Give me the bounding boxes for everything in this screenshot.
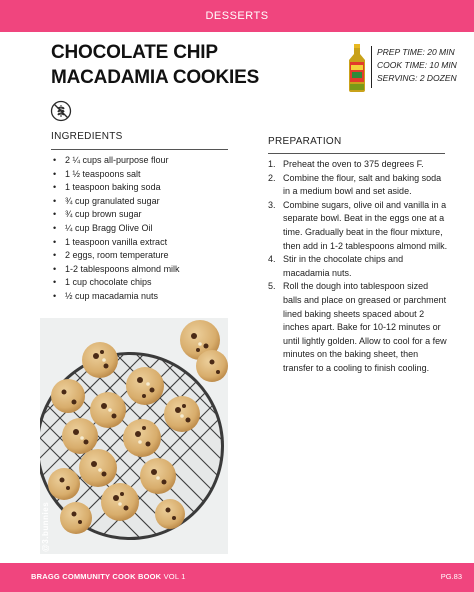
olive-oil-bottle-icon bbox=[346, 44, 368, 92]
ingredients-divider bbox=[51, 149, 228, 150]
ingredient-item: • ¼ cup Bragg Olive Oil bbox=[53, 222, 153, 233]
ingredient-item: • ¾ cup brown sugar bbox=[53, 209, 142, 220]
cook-time: COOK TIME: 10 MIN bbox=[377, 60, 457, 70]
preparation-steps bbox=[268, 158, 448, 376]
ingredient-item: • ½ cup macadamia nuts bbox=[53, 290, 159, 301]
serving: SERVING: 2 DOZEN bbox=[377, 73, 457, 83]
gluten-free-icon bbox=[50, 100, 72, 122]
category-banner bbox=[0, 0, 474, 32]
preparation-divider bbox=[268, 153, 445, 154]
ingredient-item: • ¾ cup granulated sugar bbox=[53, 195, 160, 206]
preparation-step: 1. Preheat the oven to 375 degrees F. bbox=[268, 159, 424, 169]
preparation-step: 4. Stir in the chocolate chips and macadamia nuts. bbox=[268, 254, 404, 278]
preparation-step: 5. Roll the dough into tablespoon sized balls and place on greased or parchment lined baking sheets spaced about 2 inches apart. Bake for 10-12 minutes or until lightly golden. Allow to cool for a few minutes on the baking sheet, then transfer to a cooling to finish cooling. bbox=[268, 281, 447, 373]
book-volume: VOL 1 bbox=[163, 572, 186, 581]
ingredient-item: • 2 ¼ cups all-purpose flour bbox=[53, 155, 169, 165]
recipe-title-line-1: CHOCOLATE CHIP bbox=[51, 42, 218, 63]
book-name: BRAGG COMMUNITY COOK BOOK bbox=[31, 572, 162, 581]
ingredient-item: • 1 teaspoon vanilla extract bbox=[53, 236, 168, 247]
photo-credit: @3.bunnies bbox=[41, 501, 50, 552]
footer-book-title bbox=[31, 572, 186, 581]
ingredient-item: • 1 ½ teaspoons salt bbox=[53, 168, 141, 179]
recipe-meta bbox=[371, 46, 457, 88]
page-number: PG.83 bbox=[440, 572, 462, 581]
ingredients-list bbox=[51, 154, 231, 304]
cookies-on-rack-illustration bbox=[40, 318, 228, 554]
ingredient-item: • 1-2 tablespoons almond milk bbox=[53, 263, 180, 274]
preparation-step: 2. Combine the flour, salt and baking soda in a medium bowl and set aside. bbox=[268, 172, 442, 197]
ingredients-heading: INGREDIENTS bbox=[51, 131, 123, 142]
recipe-title-line-2: MACADAMIA COOKIES bbox=[51, 67, 260, 88]
prep-time: PREP TIME: 20 MIN bbox=[377, 47, 455, 57]
recipe-title bbox=[51, 40, 321, 90]
ingredient-item: • 2 eggs, room temperature bbox=[53, 250, 169, 261]
category-label: DESSERTS bbox=[205, 10, 269, 22]
preparation-step: 3. Combine sugars, olive oil and vanilla in a separate bowl. Beat in the eggs one at a time. Gradually beat in the flour mixture, then add in 1-2 tablespoons almond milk. bbox=[268, 199, 448, 251]
preparation-heading: PREPARATION bbox=[268, 136, 342, 147]
ingredient-item: • 1 cup chocolate chips bbox=[53, 277, 152, 288]
ingredient-item: • 1 teaspoon baking soda bbox=[53, 182, 161, 193]
cookies-photo bbox=[40, 318, 228, 554]
